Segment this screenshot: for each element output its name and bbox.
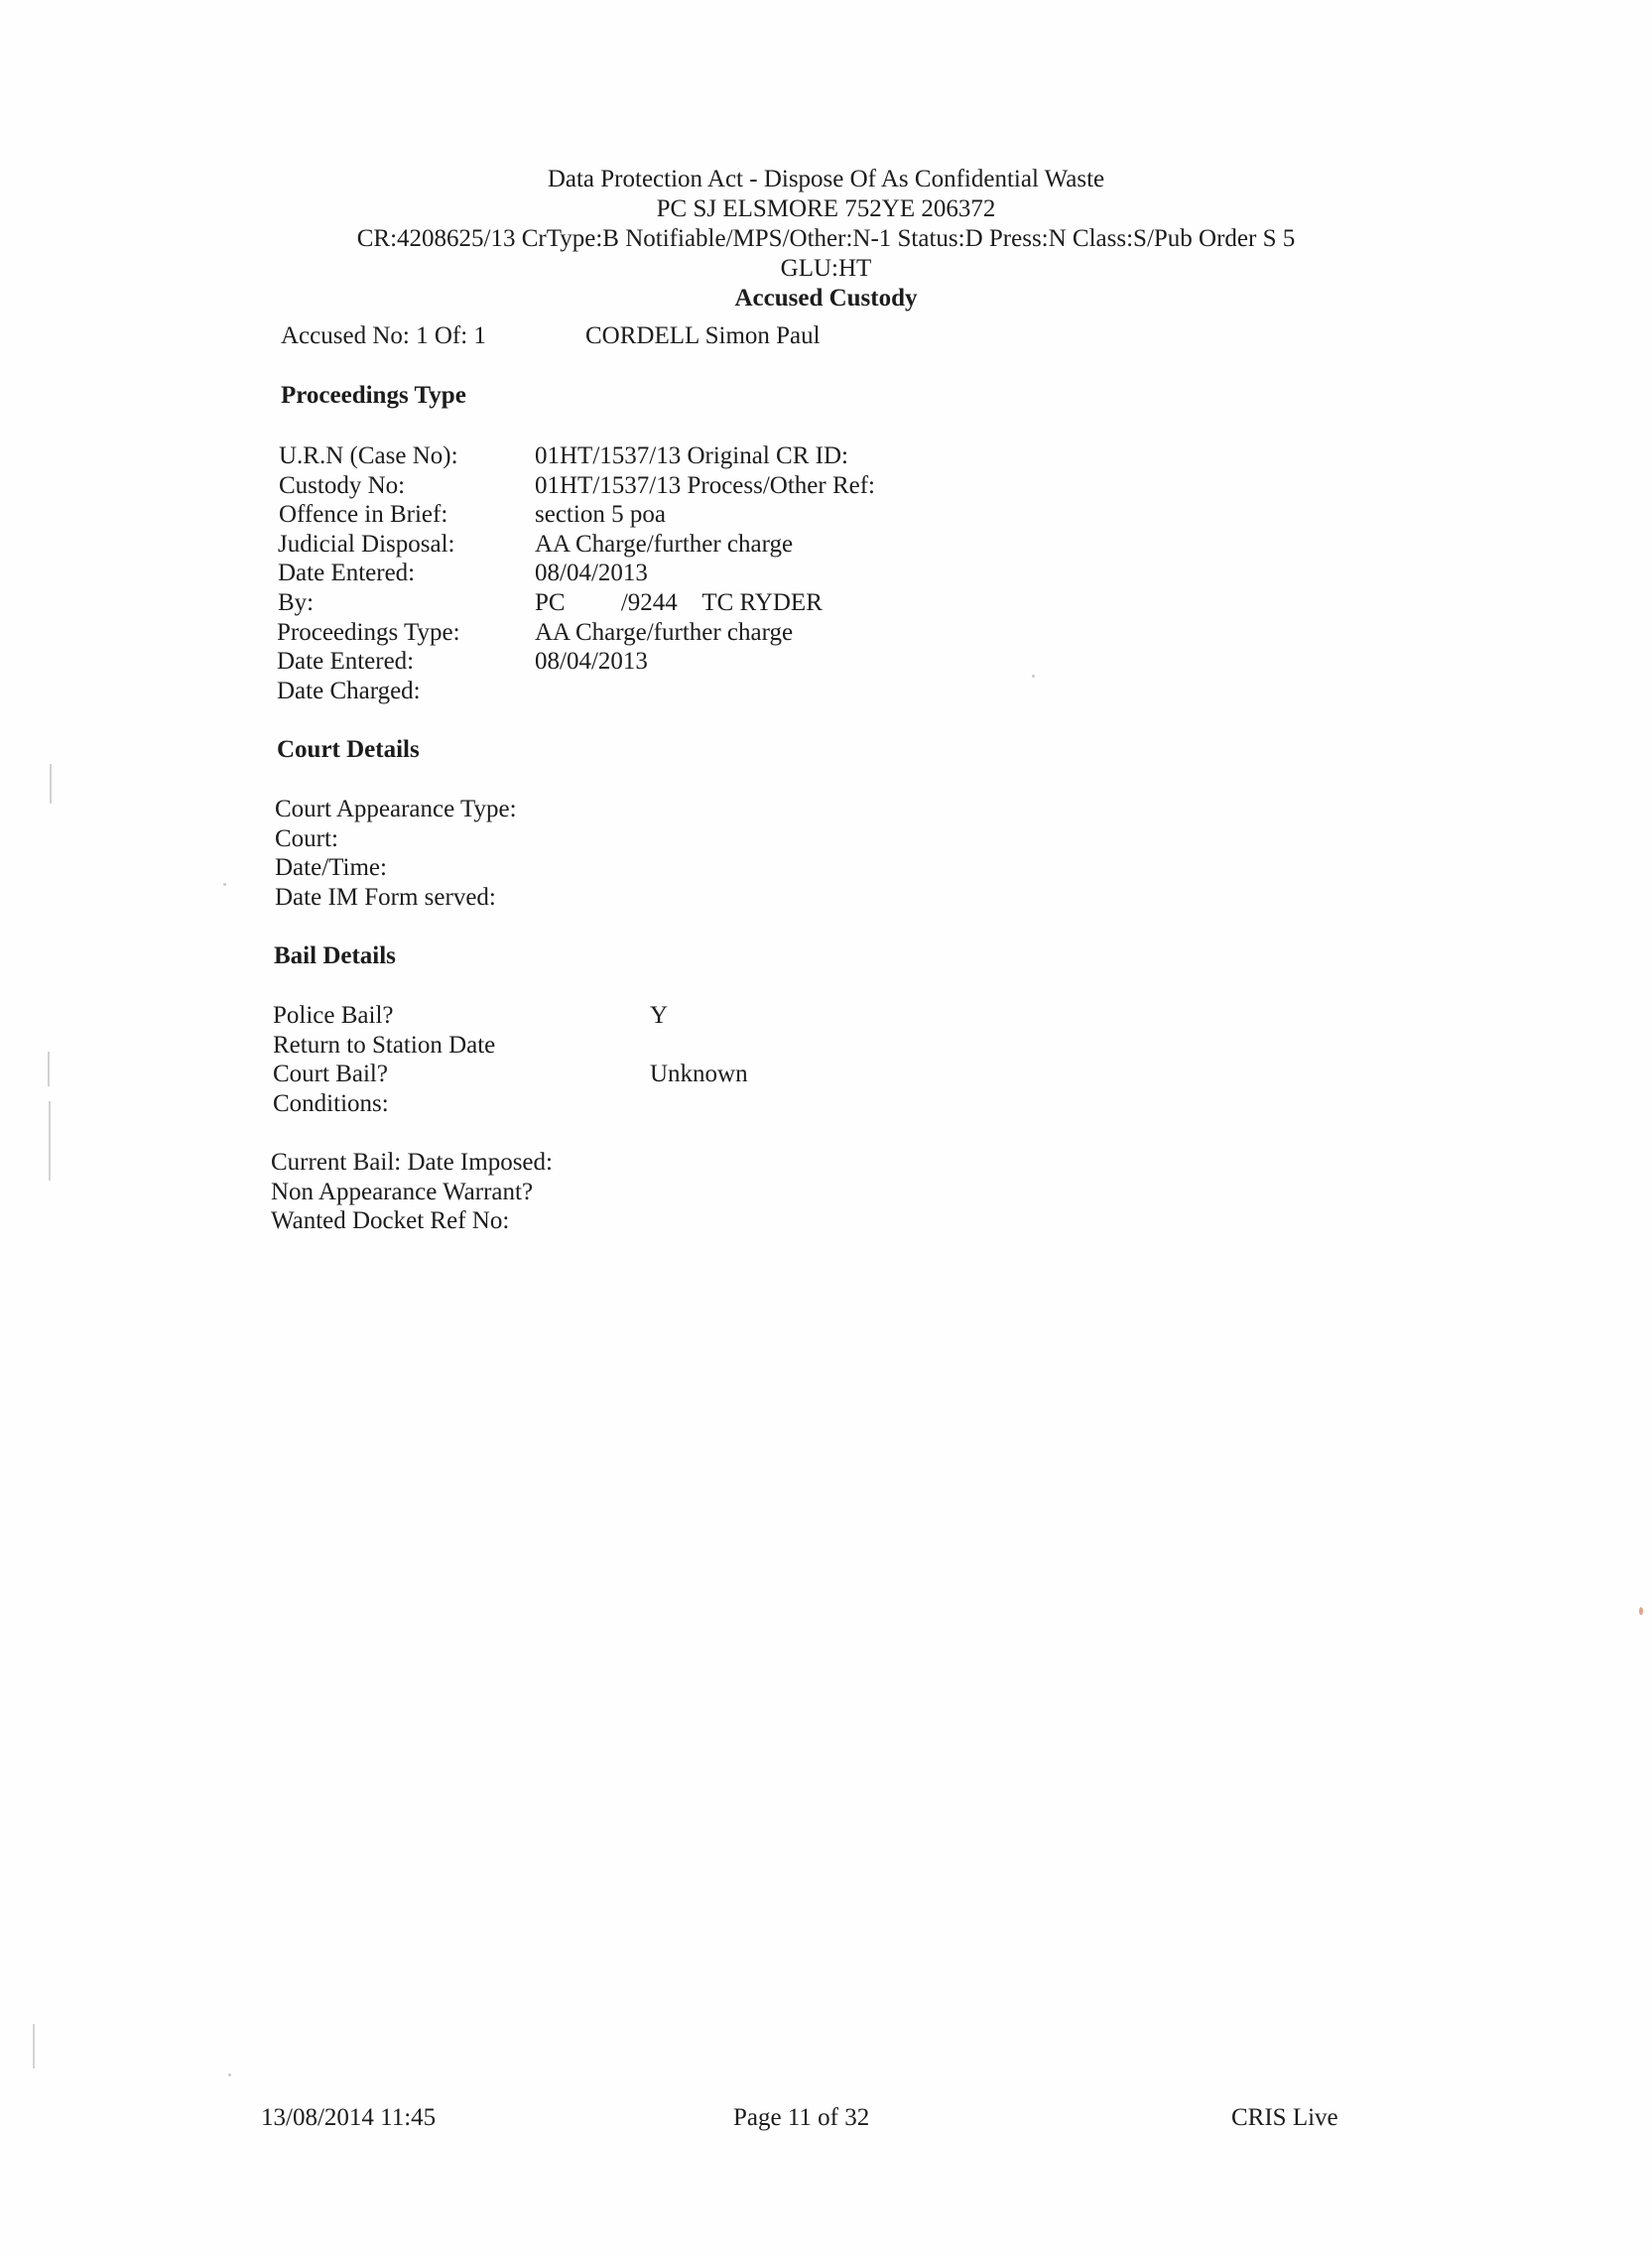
page-title: Accused Custody — [734, 285, 918, 312]
field-label-proceedings-type: Proceedings Type: — [277, 619, 460, 646]
scan-artifact — [223, 883, 226, 886]
field-label-non-appearance-warrant: Non Appearance Warrant? — [271, 1179, 534, 1205]
field-label-police-bail: Police Bail? — [273, 1002, 394, 1029]
footer-system-name: CRIS Live — [1231, 2104, 1338, 2131]
header-line-crime-ref: CR:4208625/13 CrType:B Notifiable/MPS/Other:N-1 Status:D Press:N Class:S/Pub Order S 5 — [356, 225, 1296, 252]
field-label-court-appearance-type: Court Appearance Type: — [275, 796, 517, 822]
scan-artifact — [228, 2073, 231, 2076]
field-value-date-entered: 08/04/2013 — [535, 560, 648, 586]
field-label-offence: Offence in Brief: — [279, 501, 448, 528]
field-label-urn: U.R.N (Case No): — [279, 442, 458, 469]
field-label-date-entered-2: Date Entered: — [277, 648, 415, 675]
field-value-date-entered-2: 08/04/2013 — [535, 648, 648, 675]
field-label-court: Court: — [275, 825, 338, 852]
scan-artifact — [33, 2024, 35, 2068]
section-title-proceedings: Proceedings Type — [281, 382, 466, 409]
scan-artifact — [48, 1052, 50, 1086]
field-value-court-bail: Unknown — [650, 1061, 748, 1087]
field-label-date-im-form: Date IM Form served: — [275, 884, 496, 911]
field-label-court-bail: Court Bail? — [273, 1061, 388, 1087]
field-value-judicial-disposal: AA Charge/further charge — [535, 531, 794, 558]
scan-artifact — [1639, 1607, 1643, 1615]
field-value-offence: section 5 poa — [535, 501, 666, 528]
scan-artifact — [49, 1101, 51, 1181]
field-label-wanted-docket: Wanted Docket Ref No: — [271, 1207, 510, 1234]
footer-timestamp: 13/08/2014 11:45 — [261, 2104, 437, 2131]
field-value-proceedings-type: AA Charge/further charge — [535, 619, 794, 646]
field-value-police-bail: Y — [650, 1002, 669, 1029]
accused-number: Accused No: 1 Of: 1 — [281, 322, 486, 349]
header-line-glu: GLU:HT — [780, 255, 872, 282]
field-label-current-bail-date: Current Bail: Date Imposed: — [271, 1149, 553, 1176]
scan-artifact — [50, 764, 52, 804]
field-label-return-to-station: Return to Station Date — [273, 1032, 496, 1059]
field-value-custody-no: 01HT/1537/13 Process/Other Ref: — [535, 472, 876, 499]
field-label-judicial-disposal: Judicial Disposal: — [278, 531, 455, 558]
field-label-date-entered: Date Entered: — [278, 560, 416, 586]
field-label-date-time: Date/Time: — [275, 854, 387, 881]
field-label-custody-no: Custody No: — [279, 472, 406, 499]
scan-artifact — [1032, 675, 1035, 678]
accused-name: CORDELL Simon Paul — [585, 322, 821, 349]
field-label-date-charged: Date Charged: — [277, 678, 421, 704]
field-value-by: PC /9244 TC RYDER — [535, 589, 823, 616]
field-label-by: By: — [278, 589, 315, 616]
header-line-dpa: Data Protection Act - Dispose Of As Confidential Waste — [547, 166, 1105, 192]
field-label-conditions: Conditions: — [273, 1090, 389, 1117]
header-line-officer: PC SJ ELSMORE 752YE 206372 — [656, 195, 996, 222]
section-title-court: Court Details — [277, 736, 420, 763]
field-value-urn: 01HT/1537/13 Original CR ID: — [535, 442, 848, 469]
section-title-bail: Bail Details — [274, 942, 396, 969]
footer-page-number: Page 11 of 32 — [733, 2104, 870, 2131]
